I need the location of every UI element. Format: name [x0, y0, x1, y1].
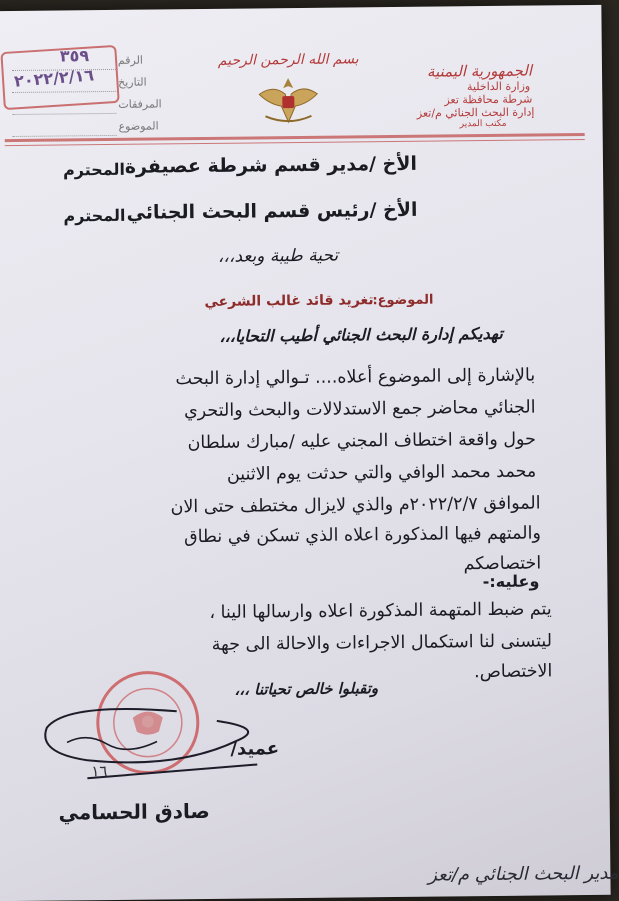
greeting: تحية طيبة وبعد،،،: [217, 245, 339, 267]
therefore-label: وعليه:-: [482, 571, 540, 592]
ref-date-label: التاريخ: [118, 75, 147, 89]
addressee-1: الأخ /مدير قسم شرطة عصيفرة: [124, 152, 418, 178]
ministry-line-2: وزارة الداخلية: [466, 79, 531, 94]
closing-line: وتقبلوا خالص تحياتنا ،،،: [234, 679, 379, 699]
honorific-2: المحترم: [63, 205, 126, 226]
subject-label: الموضوع:: [372, 292, 434, 309]
body-line-3: حول واقعة اختطاف المجني عليه /مبارك سلطان: [187, 429, 536, 454]
addressee-2: الأخ /رئيس قسم البحث الجنائي: [126, 198, 418, 224]
stamp-number: ٣٥٩: [59, 46, 90, 66]
request-line-2: ليتسنى لنا استكمال الاجراءات والاحالة الى جهة: [211, 631, 553, 655]
ministry-line-5: مكتب المدير: [459, 118, 507, 130]
basmala: بسم الله الرحمن الرحيم: [217, 51, 359, 69]
stamp-date: ٢٠٢٢/٢/١٦: [13, 65, 95, 91]
signature-name: صادق الحسامي: [58, 798, 210, 825]
request-line-3: الاختصاص.: [474, 661, 553, 683]
ref-attachments-label: المرفقات: [118, 97, 162, 111]
honorific-1: المحترم: [62, 159, 126, 180]
body-line-1: بالإشارة إلى الموضوع أعلاه.... تـوالي إدارة البحث: [175, 365, 536, 390]
subject-text: تغريد قائد غالب الشرعي: [204, 292, 374, 310]
signature-rank: عميد/: [230, 738, 280, 760]
ref-number-label: الرقم: [117, 53, 144, 67]
handwritten-signature-icon: [26, 680, 287, 793]
body-line-5: الموافق ٢٠٢٢/٢/٧م والذي لايزال مختطف حتى الان: [170, 493, 541, 518]
body-line-2: الجنائي محاضر جمع الاستدلالات والبحث والتحري: [183, 397, 536, 422]
letter-page: [0, 5, 619, 901]
request-line-1: يتم ضبط المتهمة المذكورة اعلاه وارسالها الينا ،: [209, 599, 552, 623]
body-line-4: محمد محمد الوافي والتي حدثت يوم الاثنين: [226, 461, 537, 485]
ref-subject-label: الموضوع: [118, 119, 159, 133]
ministry-line-3: شرطة محافظة تعز: [444, 92, 533, 107]
body-line-7: اختصاصكم: [463, 553, 542, 575]
footer-partial: مدير البحث الجنائي م/تعز: [428, 862, 619, 886]
yemen-eagle-emblem-icon: [255, 74, 322, 127]
ministry-line-4: إدارة البحث الجنائي م/تعز: [416, 105, 535, 120]
opening-line: تهديكم إدارة البحث الجنائي أطيب التحايا،،،: [219, 323, 503, 346]
body-line-6: والمتهم فيها المذكورة اعلاه الذي تسكن في نطاق: [183, 523, 541, 548]
signature-handwritten-number: ١٦: [91, 762, 108, 781]
ministry-line-1: الجمهورية اليمنية: [426, 61, 533, 81]
